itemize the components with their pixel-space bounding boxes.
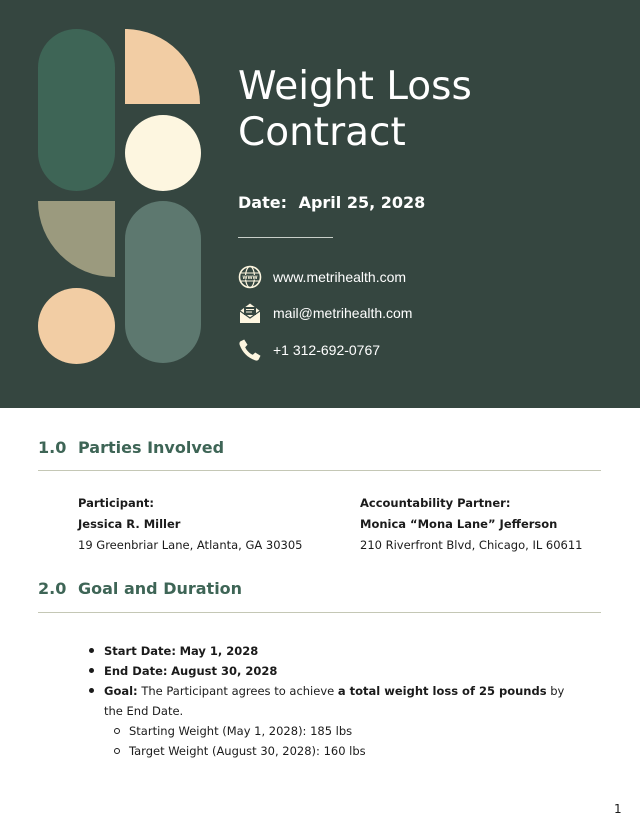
mail-icon — [238, 301, 262, 325]
contact-phone — [238, 338, 380, 362]
sub-list-item: Target Weight (August 30, 2028): 160 lbs — [104, 741, 574, 761]
document-title — [238, 64, 618, 156]
start-date-value: May 1, 2028 — [179, 644, 259, 658]
header-divider — [238, 237, 333, 238]
partner-address: 210 Riverfront Blvd, Chicago, IL 60611 — [360, 538, 583, 552]
title-line-2: Contract — [238, 110, 406, 155]
sub-list-item: Starting Weight (May 1, 2028): 185 lbs — [104, 721, 574, 741]
partner-block — [360, 493, 582, 556]
participant-label: Participant: — [78, 496, 155, 510]
section-parties-heading — [38, 438, 224, 457]
list-item — [104, 681, 574, 721]
participant-name: Jessica R. Miller — [78, 517, 181, 531]
date-value: April 25, 2028 — [298, 193, 426, 212]
goal-label: Goal: — [104, 684, 138, 698]
contact-email — [238, 301, 412, 325]
email-text: mail@metrihealth.com — [273, 305, 413, 321]
goal-text: The Participant agrees to achieve — [141, 684, 335, 698]
list-item — [104, 661, 574, 681]
contract-date — [238, 193, 425, 212]
decorative-green-pill — [38, 29, 115, 191]
header-banner — [0, 0, 640, 408]
decorative-cream-circle — [125, 115, 201, 191]
section-title: Goal and Duration — [78, 579, 243, 598]
web-icon — [238, 265, 262, 289]
title-line-1: Weight Loss — [238, 64, 472, 109]
section-divider — [38, 470, 601, 471]
svg-text:WWW: WWW — [242, 276, 258, 281]
participant-block — [78, 493, 303, 556]
decorative-sage-pill — [125, 201, 201, 363]
section-title: Parties Involved — [78, 438, 225, 457]
contact-website — [238, 265, 406, 289]
decorative-peach-circle — [38, 288, 115, 364]
end-date-label: End Date: — [104, 664, 168, 678]
page-number: 1 — [614, 802, 622, 816]
goal-text-end: by the End Date. — [104, 684, 565, 718]
decorative-olive-quarter-circle — [38, 201, 115, 277]
section-goal-heading — [38, 579, 242, 598]
decorative-peach-quarter-circle — [125, 29, 200, 104]
section-number: 1.0 — [38, 438, 67, 457]
date-label: Date: — [238, 193, 287, 212]
list-item — [104, 641, 574, 661]
start-date-label: Start Date: — [104, 644, 176, 658]
section-divider — [38, 612, 601, 613]
partner-name: Monica “Mona Lane” Jefferson — [360, 517, 558, 531]
end-date-value: August 30, 2028 — [171, 664, 278, 678]
participant-address: 19 Greenbriar Lane, Atlanta, GA 30305 — [78, 538, 303, 552]
partner-label: Accountability Partner: — [360, 496, 511, 510]
phone-icon — [238, 338, 262, 362]
goal-text-emphasis: a total weight loss of 25 pounds — [337, 684, 547, 698]
goal-list — [104, 641, 574, 761]
phone-text: +1 312-692-0767 — [273, 342, 381, 358]
website-text: www.metrihealth.com — [273, 269, 407, 285]
section-number: 2.0 — [38, 579, 67, 598]
